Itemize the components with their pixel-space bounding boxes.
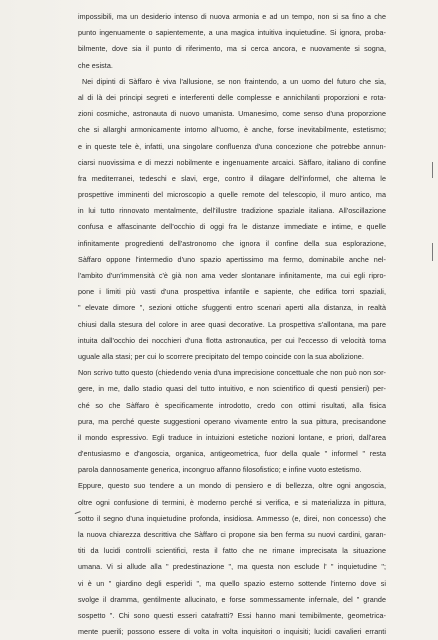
text-line: zioni cosmiche, astronauta di nuovo umanista. Umanesimo, come senso d'una proporzione — [78, 109, 386, 119]
text-line: svolge il dramma, gentilmente allucinato, e forse sommessamente infernale, del " grande — [78, 594, 386, 604]
text-line: parola dannosamente generica, incongruo affanno filosofistico; e infine vuoto estetismo. — [78, 465, 362, 475]
text-line: e in queste tele è, infatti, una singolare confluenza d'una concezione che potrebbe annun- — [78, 141, 386, 151]
text-line: intuita dall'occhio dei nocchieri d'una flotta astronautica, per cui l'eccesso di velocità torna — [78, 335, 386, 345]
text-line: vi è un " giardino degli esperìdi ", ma quello spazio esterno sottende l'interno dove si — [78, 578, 386, 588]
text-line: pone i limiti più vasti d'una prospettiva infantile e sapiente, che edifica torri spaziali, — [78, 287, 386, 297]
text-line: bilmente, dove sia il punto di riferimento, ma si cerca ancora, e nuovamente si sogna, — [78, 44, 386, 54]
text-line: titi da lucidi controlli scientifici, resta il fatto che ne rimane imprecisata la situazione — [78, 546, 386, 556]
text-line: ciarsi nuovissima e di mezzi nobilmente e ingenuamente arcaici. Sàffaro, italiano di confine — [78, 157, 386, 167]
text-line: sotto il segno d'una inquietudine profonda, insidiosa. Ammesso (e, direi, non concesso) che — [78, 513, 386, 523]
margin-mark — [432, 162, 433, 178]
text-line: " elevate dimore ", sezioni ottiche sfuggenti entro scenari aperti alla distanza, in realtà — [78, 303, 386, 313]
text-line: che si allarghi armonicamente intorno all'uomo, è anche, forse inevitabilmente, estetismo; — [78, 125, 386, 135]
text-line: la nuova chiarezza descrittiva che Sàffaro ci propone sia ben ferma su nuovi cardini, garan- — [78, 530, 386, 539]
text-line: fra mediterranei, tedeschi e slavi, erge, contro il dilagare dell'informel, che alterna le — [78, 173, 386, 183]
text-line: pura, ma perché queste suggestioni operano vivamente entro la sua pittura, precisandone — [78, 416, 386, 426]
text-line: al di là dei principi segreti e interferenti delle complesse e annichilanti proporzioni e rota- — [78, 92, 386, 102]
text-line: d'entusiasmo e d'angoscia, organica, antigeometrica, fuor della quale " informel " resta — [78, 449, 386, 459]
text-line: impossibili, ma un desiderio intenso di nuova armonia e ad un tempo, non si sa fino a che — [78, 12, 386, 21]
paragraph-start-line: Non scrivo tutto questo (chiedendo venia d'una imprecisione concettuale che non può non sor- — [78, 368, 386, 378]
text-line: che esista. — [78, 60, 113, 70]
text-line: gere, in me, dallo stadio quasi del tutto intuitivo, e non scientifico di questi pensieri) per- — [78, 384, 386, 394]
text-line: ché so che Sàffaro è specificamente introdotto, credo con ottimi risultati, alla fisica — [78, 400, 386, 410]
text-line: infinitamente progredienti dell'astronomo che ignora il confine della sua esplorazione, — [78, 238, 386, 248]
paragraph-start-line: Nei dipinti di Sàffaro è viva l'allusione, se non fraintendo, a un uomo del futuro che sia, — [82, 76, 386, 86]
margin-mark — [432, 243, 433, 261]
text-line: confusa e affascinante dell'occhio di oggi fra le distanze immediate e intime, e quelle — [78, 222, 386, 232]
text-line: prospettive imminenti del microscopio a quelle remote del telescopio, il muro antico, ma — [78, 190, 386, 200]
body-text — [78, 9, 386, 640]
text-line: uguale alla stasi; per cui lo scorrere precipitato del tempo coincide con la sua abolizione. — [78, 351, 364, 361]
text-line: punto ingenuamente o sapientemente, a una magica intuitiva inquietudine. Si ignora, proba- — [78, 28, 386, 38]
paragraph-start-line: Eppure, questo suo tendere a un mondo di pensiero e di bellezza, oltre ogni angoscia, — [78, 481, 386, 491]
text-line: sospetto ". Chi sono questi esseri catafratti? Essi hanno mani temibilmente, geometrica- — [78, 610, 386, 620]
text-line: in lui tutto rinnovato mentalmente, dell'illustre tradizione spaziale italiana. All'oscillazione — [78, 206, 386, 216]
text-line: Sàffaro oppone l'intermedio d'uno spazio apertissimo ma fermo, dominabile anche nel- — [78, 254, 386, 264]
text-line: il mondo espressivo. Egli traduce in intuizioni estetiche nozioni lontane, e priori, dall'area — [78, 432, 386, 442]
text-line: umana. Vi si allude alla " predestinazione ", ma questa non esclude l' " inquietudine "; — [78, 562, 386, 572]
text-line: l'ambito d'un'immensità c'è già non ama veder slontanare infinitamente, ma cui egli ripro- — [78, 271, 386, 280]
text-line: oltre ogni confusione di termini, è moderno perché si verifica, e si materializza in pittura, — [78, 497, 386, 507]
text-line: chiusi dalla stesura del colore in aree quasi decorative. La prospettiva s'allontana, ma pare — [78, 319, 386, 329]
text-line: mente puerili; possono essere di volta in volta inquisitori o inquisiti; lucidi cavalieri erranti — [78, 627, 386, 637]
